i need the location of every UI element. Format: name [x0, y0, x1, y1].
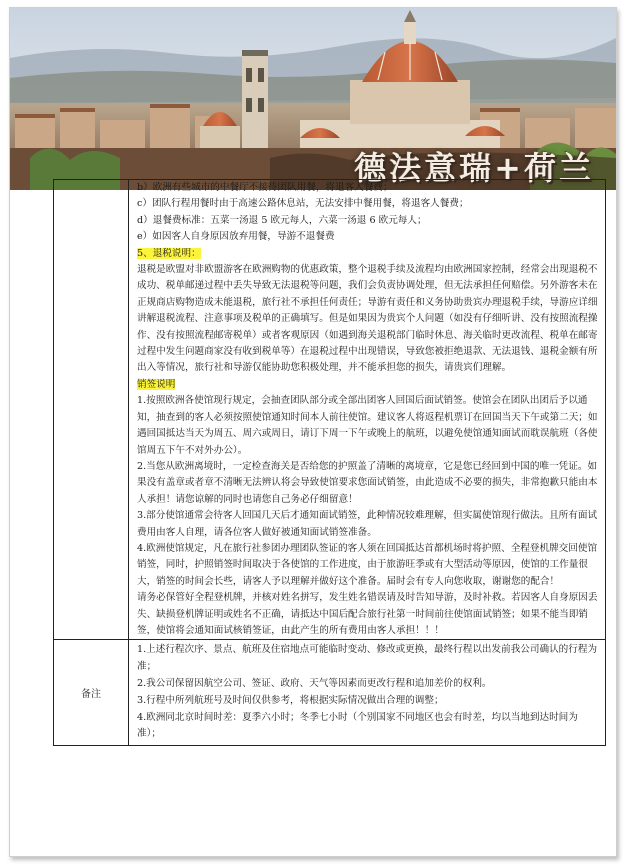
notes-label: 备注 [54, 640, 129, 746]
table-row [54, 180, 606, 640]
header-banner [10, 8, 616, 190]
table-row [54, 640, 606, 746]
cancellation-paragraph: 1.按照欧洲各使馆现行规定，会抽查团队部分或全部出团客人回国后面试销签。使馆会在团队出团后予以通知，抽查到的客人必须按照使馆通知时间本人前往使馆。建议客人将返程机票订在回国当天下午或第二天；如遇回国抵达当天为周五、周六或周日，请订下周一下午或晚上的航班，以避免使馆通知面试而耽误航班（各使馆周五下午不对外办公）。 [137, 395, 598, 456]
banner-title: 德法意瑞+荷兰 [354, 149, 594, 187]
cancellation-heading: 销签说明 [137, 378, 176, 390]
notes-cell [129, 640, 606, 746]
cancellation-paragraph: 2.当您从欧洲离境时，一定检查海关是否给您的护照盖了清晰的离境章，它是您已经回到中国的唯一凭证。如果没有盖章或者章不清晰无法辨认将会导致使馆要求您面试销签，由此造成不必要的损失，非常抱歉只能由本人承担！请您谅解的同时也请您自己务必仔细留意！ [137, 460, 598, 505]
meal-item: e）如因客人自身原因放弃用餐，导游不退餐费 [137, 231, 335, 243]
cancellation-paragraph: 3.部分使馆通常会待客人回国几天后才通知面试销签，此种情况较难理解，但实属使馆现行做法。且所有面试费用由客人自理，请各位客人做好被通知面试销签准备。 [137, 510, 598, 538]
note-item: 2.我公司保留因航空公司、签证、政府、天气等因素而更改行程和追加差价的权利。 [137, 677, 492, 689]
cancellation-paragraph: 请务必保管好全程登机牌，并核对姓名拼写，发生姓名错误请及时告知导游，及时补救。若因客人自身原因丢失、缺损登机牌证明或姓名不正确，请抵达中国后配合旅行社第一时间前往使馆面试销签；如果不能当即销签，使馆将会通知面试核销签证，由此产生的所有费用由客人承担！！！ [137, 592, 598, 636]
tax-refund-heading: 5、退税说明： [137, 247, 201, 259]
note-item: 1.上述行程次序、景点、航班及住宿地点可能临时变动、修改或更换，最终行程以出发前我公司确认的行程为准； [137, 644, 598, 673]
cancellation-paragraph: 4.欧洲使馆规定，凡在旅行社参团办理团队签证的客人须在回国抵达首都机场时将护照、全程登机牌交回使馆销签，同时，护照销签时间取决于各使馆的工作进度，由于旅游旺季或有大型活动等原因，使馆的工作量很大，销签的时间会长些，请客人予以理解并做好这个准备。届时会有专人向您收取，谢谢您的配合！ [137, 542, 598, 587]
meal-item: c）团队行程用餐时由于高速公路休息站，无法安排中餐用餐，将退客人餐费； [137, 198, 469, 210]
empty-label-cell [54, 180, 129, 640]
itinerary-table [53, 179, 606, 746]
meal-item: b）欧洲有些城市的中餐厅不接待团队用餐，将退客人餐费； [137, 182, 393, 193]
details-cell [129, 180, 606, 640]
tax-refund-body: 退税是欧盟对非欧盟游客在欧洲购物的优惠政策，整个退税手续及流程均由欧洲国家控制，经常会出现退税不成功、税单邮递过程中丢失导致无法退税等问题，我们会负责协调处理，但无法承担任何赔偿。另外游客未在正规商店购物造成未能退税，旅行社不承担任何责任；导游有责任和义务协助贵宾办理退税手续，导游应详细讲解退税流程、注意事项及税单的正确填写。但是如果因为贵宾个人问题（如没有仔细听讲、没有按照流程操作、没有按照流程邮寄税单）或者客观原因（如遇到海关退税部门临时休息、海关临时更改流程、税单在邮寄过程中发生问题商家没有收到税单等）在退税过程中出现错误，导致您被拒绝退款、无法退钱、退税金额有所出入等情况，旅行社和导游仅能协助您积极处理，并不能承担您的损失，请贵宾们理解。 [137, 264, 598, 374]
note-item: 3.行程中所列航班号及时间仅供参考，将根据实际情况做出合理的调整； [137, 694, 444, 706]
meal-item: d）退餐费标准：五菜一汤退 5 欧元每人，六菜一汤退 6 欧元每人； [137, 214, 427, 226]
note-item: 4.欧洲同北京时间时差：夏季六小时；冬季七小时（个别国家不同地区也会有时差，均以当地到达时间为准）； [137, 711, 578, 740]
